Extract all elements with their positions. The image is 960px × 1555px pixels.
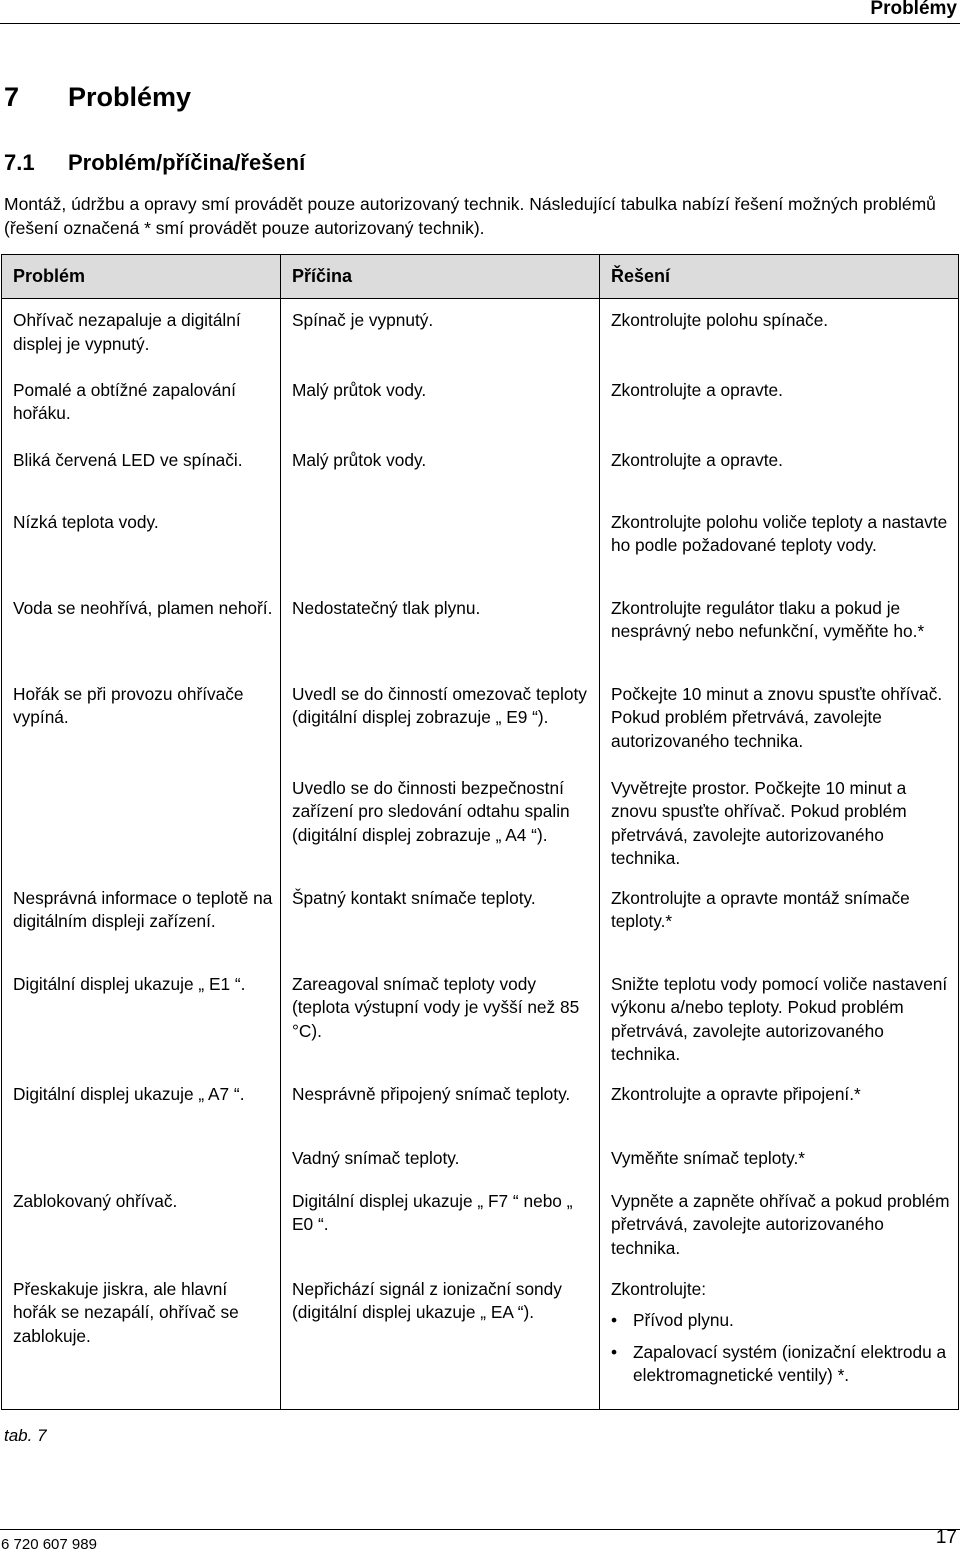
subsection-title: Problém/příčina/řešení <box>68 150 306 175</box>
section-title: Problémy <box>68 82 192 112</box>
solution-cell: Počkejte 10 minut a znovu spusťte ohřívač. Pokud problém přetrvává, zavolejte autorizovaného technika. <box>600 673 959 767</box>
cause-cell: Vadný snímač teploty. <box>281 1143 600 1182</box>
table-row <box>2 963 959 1073</box>
table-row <box>2 299 959 369</box>
cause-cell: Zareagoval snímač teploty vody (teplota výstupní vody je vyšší než 85 °C). <box>281 963 600 1073</box>
bullet-item: • Přívod plynu. <box>633 1309 952 1333</box>
cause-cell: Uvedlo se do činnosti bezpečnostní zařízení pro sledování odtahu spalin (digitální displej zobrazuje „ A4 “). <box>281 767 600 877</box>
solution-text: Zkontrolujte: <box>611 1278 707 1299</box>
solution-cell: Vyměňte snímač teploty.* <box>600 1143 959 1182</box>
solution-cell: Zkontrolujte polohu spínače. <box>600 299 959 369</box>
section-number: 7 <box>4 82 20 112</box>
table-row <box>2 587 959 673</box>
solution-cell: Zkontrolujte polohu voliče teploty a nastavte ho podle požadované teploty vody. <box>600 501 959 587</box>
table-row <box>2 1143 959 1182</box>
subsection-number: 7.1 <box>4 150 35 175</box>
cause-cell: Nepřichází signál z ionizační sondy (digitální displej ukazuje „ EA “). <box>281 1268 600 1410</box>
table-row <box>2 1182 959 1268</box>
cause-cell <box>281 501 600 587</box>
table-row <box>2 369 959 439</box>
problem-cell: Nízká teplota vody. <box>2 501 281 587</box>
table-header-row <box>2 255 959 299</box>
problem-cell <box>2 767 281 877</box>
solution-bullet-list <box>611 1309 952 1388</box>
solution-cell: Vypněte a zapněte ohřívač a pokud problém přetrvává, zavolejte autorizovaného technika. <box>600 1182 959 1268</box>
intro-paragraph: Montáž, údržbu a opravy smí provádět pouze autorizovaný technik. Následující tabulka nabízí řešení možných problémů (řešení označená * smí provádět pouze autorizovaný technik). <box>4 194 936 238</box>
table-row <box>2 673 959 767</box>
problem-cell: Přeskakuje jiskra, ale hlavní hořák se nezapálí, ohřívač se zablokuje. <box>2 1268 281 1410</box>
running-header: Problémy <box>870 0 957 19</box>
document-number: 6 720 607 989 <box>1 1536 97 1553</box>
troubleshooting-table <box>1 254 959 1410</box>
solution-cell: Zkontrolujte a opravte připojení.* <box>600 1073 959 1143</box>
footer-rule <box>0 1529 960 1530</box>
table-row <box>2 439 959 501</box>
problem-cell: Bliká červená LED ve spínači. <box>2 439 281 501</box>
cause-cell: Digitální displej ukazuje „ F7 “ nebo „ E0 “. <box>281 1182 600 1268</box>
solution-cell: Zkontrolujte regulátor tlaku a pokud je nesprávný nebo nefunkční, vyměňte ho.* <box>600 587 959 673</box>
problem-cell: Zablokovaný ohřívač. <box>2 1182 281 1268</box>
problem-cell: Hořák se při provozu ohřívače vypíná. <box>2 673 281 767</box>
cause-cell: Nedostatečný tlak plynu. <box>281 587 600 673</box>
header-problem: Problém <box>2 255 281 299</box>
bullet-item: • Zapalovací systém (ionizační elektrodu a elektromagnetické ventily) *. <box>633 1341 952 1388</box>
table-row <box>2 1073 959 1143</box>
solution-cell: Zkontrolujte a opravte. <box>600 369 959 439</box>
problem-cell: Nesprávná informace o teplotě na digitálním displeji zařízení. <box>2 877 281 963</box>
solution-cell <box>600 1268 959 1410</box>
table-row <box>2 767 959 877</box>
cause-cell: Malý průtok vody. <box>281 369 600 439</box>
table-row <box>2 1268 959 1410</box>
header-solution: Řešení <box>600 255 959 299</box>
problem-cell: Pomalé a obtížné zapalování hořáku. <box>2 369 281 439</box>
problem-cell: Digitální displej ukazuje „ A7 “. <box>2 1073 281 1143</box>
problem-cell: Ohřívač nezapaluje a digitální displej je vypnutý. <box>2 299 281 369</box>
table-row <box>2 501 959 587</box>
cause-cell: Uvedl se do činností omezovač teploty (digitální displej zobrazuje „ E9 “). <box>281 673 600 767</box>
solution-cell: Zkontrolujte a opravte. <box>600 439 959 501</box>
subsection-heading <box>4 150 305 176</box>
problem-cell: Digitální displej ukazuje „ E1 “. <box>2 963 281 1073</box>
cause-cell: Špatný kontakt snímače teploty. <box>281 877 600 963</box>
problem-cell <box>2 1143 281 1182</box>
cause-cell: Malý průtok vody. <box>281 439 600 501</box>
table-row <box>2 877 959 963</box>
solution-cell: Zkontrolujte a opravte montáž snímače teploty.* <box>600 877 959 963</box>
table-caption: tab. 7 <box>4 1426 47 1445</box>
problem-cell: Voda se neohřívá, plamen nehoří. <box>2 587 281 673</box>
header-cause: Příčina <box>281 255 600 299</box>
section-heading <box>4 82 191 113</box>
header-rule <box>0 23 960 24</box>
solution-cell: Snižte teplotu vody pomocí voliče nastavení výkonu a/nebo teploty. Pokud problém přetrvává, zavolejte autorizovaného technika. <box>600 963 959 1073</box>
solution-cell: Vyvětrejte prostor. Počkejte 10 minut a znovu spusťte ohřívač. Pokud problém přetrvává, zavolejte autorizovaného technika. <box>600 767 959 877</box>
page-number: 17 <box>935 1527 957 1548</box>
cause-cell: Spínač je vypnutý. <box>281 299 600 369</box>
cause-cell: Nesprávně připojený snímač teploty. <box>281 1073 600 1143</box>
